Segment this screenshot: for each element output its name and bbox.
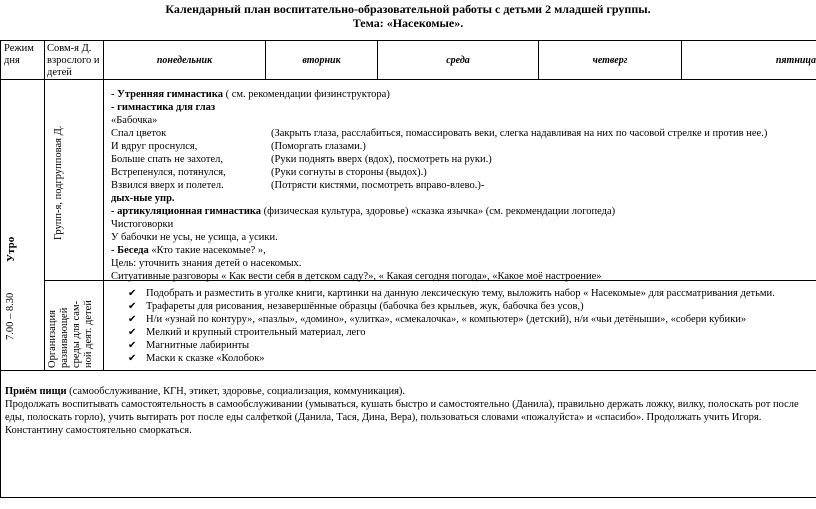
activity-line [111,205,811,218]
activity-line [111,192,811,205]
header-day-friday: пятница [775,55,816,66]
checkmark-icon: ✔ [128,340,137,351]
list-item [116,287,816,300]
activity-line [111,231,811,244]
header-day-tuesday: вторник [302,55,341,66]
activity-line [111,88,811,101]
meal-section [5,385,815,437]
meal-label: Приём пищи [5,386,67,397]
activity-text: Спал цветок [111,128,167,139]
grid-line [0,40,1,497]
activity-line [111,257,811,270]
activity-instruction: (Руки согнуты в стороны (выдох).) [271,167,427,178]
list-item [116,313,816,326]
activity-heading: - Утренняя гимнастика [111,89,223,100]
checkmark-icon: ✔ [128,301,137,312]
page-subtitle: Тема: «Насекомые». [352,16,464,30]
activity-line [111,127,811,140]
list-item [116,339,816,352]
morning-activities [111,88,811,283]
activity-line [111,179,811,192]
list-item-text: Маски к сказке «Колобок» [146,353,265,364]
group-activity-label: Групп-я, подгрупповая Д. [53,125,64,240]
activity-line [111,153,811,166]
activity-text: Чистоговорки [111,219,174,230]
list-item [116,326,816,339]
grid-line [0,497,816,498]
page-title: Календарный план воспитательно-образовательной работы с детьми 2 младшей группы. [165,2,651,16]
activity-text: Взвился вверх и полетел. [111,180,224,191]
grid-line [44,40,45,370]
activity-text: И вдруг проснулся, [111,141,198,152]
checkmark-icon: ✔ [128,288,137,299]
activity-line [111,101,811,114]
list-item-text: Мелкий и крупный строительный материал, лего [146,327,366,338]
environment-list [116,287,816,365]
activity-text: Больше спать не захотел, [111,154,223,165]
activity-text: Встрепенулся, потянулся, [111,167,226,178]
meal-text-2: еды, полоскать горло), учить вытирать рот после еды салфеткой (Данила, Тася, Дина, Вера), пользоваться словами «пожалуйста» и «спасибо». Продолжать учить Игоря. [5,412,762,423]
header-day-monday: понедельник [156,55,213,66]
checkmark-icon: ✔ [128,353,137,364]
list-item [116,352,816,365]
activity-line [111,166,811,179]
activity-text: Цель: уточнить знания детей о насекомых. [111,258,302,269]
list-item-text: Магнитные лабиринты [146,340,250,351]
activity-line [111,140,811,153]
activity-heading: дых-ные упр. [111,193,175,204]
activity-text: Ситуативные разговоры « Как вести себя в детском саду?», « Какая сегодня погода», «Какое моё настроение» [111,271,602,282]
activity-heading: - артикуляционная гимнастика [111,206,262,217]
grid-line [0,40,816,41]
morning-time: 7.00 – 8.30 [5,292,16,340]
activity-line [111,114,811,127]
activity-instruction: (Поморгать глазами.) [271,141,366,152]
list-item [116,300,816,313]
activity-line [111,244,811,257]
header-day-thursday: четверг [592,55,628,66]
activity-text: «Кто такие насекомые? », [148,245,266,256]
list-item-text: Трафареты для рисования, незавершённые образцы (бабочка без крыльев, жук, бабочка без усов,) [146,301,584,312]
grid-line [0,79,816,80]
meal-text-1: Продолжать воспитывать самостоятельность в самообслуживании (умываться, кушать быстро и самостоятельно (Данила), правильно держать ложку, вилку, полоскать рот после [5,399,799,410]
morning-label: Утро [5,236,17,262]
header-joint-activity: Совм-я Д. взрослого и детей [47,43,100,78]
activity-text: У бабочки не усы, не усища, а усики. [111,232,278,243]
activity-heading: - Беседа [111,245,149,256]
activity-instruction: (Руки поднять вверх (вдох), посмотреть на руки.) [271,154,492,165]
header-regime: Режим дня [4,43,34,66]
list-item-text: Подобрать и разместить в уголке книги, картинки на данную лексическую тему, выложить набор « Насекомые» для рассматривания детьми. [146,288,775,299]
checkmark-icon: ✔ [128,327,137,338]
header-day-wednesday: среда [446,55,470,66]
activity-heading: - гимнастика для глаз [111,102,216,113]
grid-line [103,40,104,370]
activity-line [111,218,811,231]
activity-instruction: (Закрыть глаза, расслабиться, помассировать веки, слегка надавливая на них по часовой стрелке и против нее.) [271,128,768,139]
activity-text: «Бабочка» [111,115,158,126]
activity-text: ( см. рекомендации физинструктора) [222,89,390,100]
activity-text: (физическая культура, здоровье) «сказка язычка» (см. рекомендации логопеда) [261,206,616,217]
grid-line [0,370,816,371]
activity-line [111,270,811,283]
checkmark-icon: ✔ [128,314,137,325]
meal-label-rest: (самообслуживание, КГН, этикет, здоровье, социализация, коммуникация). [66,386,406,397]
activity-instruction: (Потрясти кистями, посмотреть вправо-влево.)- [271,180,485,191]
meal-text-3: Константину самостоятельно сморкаться. [5,425,192,436]
environment-label: Организация развивающей среды для сам- ной деят. детей [47,300,94,368]
list-item-text: Н/и «узнай по контуру», «пазлы», «домино», «улитка», «смекалочка», « компьютер» (детский), н/и «чьи детёныши», «собери кубики» [146,314,747,325]
